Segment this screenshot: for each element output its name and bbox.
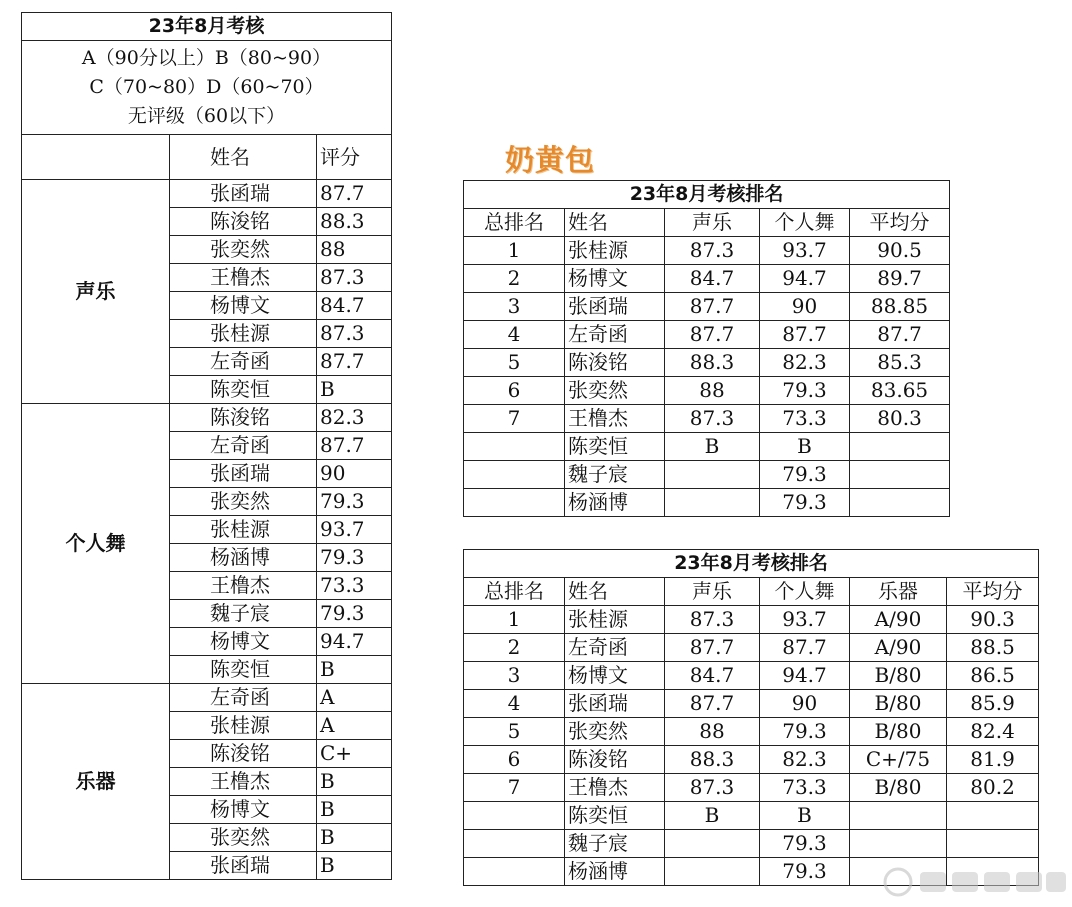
- table-cell: [464, 433, 565, 461]
- member-name: 张桂源: [170, 516, 317, 544]
- column-header: 平均分: [947, 578, 1039, 606]
- member-score: B: [317, 376, 392, 404]
- table-cell: [850, 830, 947, 858]
- table-row: [22, 684, 392, 712]
- table-cell: 79.3: [760, 461, 850, 489]
- table-cell: [947, 802, 1039, 830]
- column-header: 姓名: [565, 209, 665, 237]
- table-cell: 87.7: [850, 321, 950, 349]
- column-header: 声乐: [665, 578, 760, 606]
- assessment-score-table: [21, 12, 392, 880]
- table-cell: 张函瑞: [565, 293, 665, 321]
- table-cell: 1: [464, 237, 565, 265]
- table-cell: 4: [464, 690, 565, 718]
- table-cell: 张桂源: [565, 606, 665, 634]
- column-header: 乐器: [850, 578, 947, 606]
- table-cell: 87.3: [665, 405, 760, 433]
- grading-legend: [22, 41, 392, 135]
- member-score: 87.3: [317, 264, 392, 292]
- table-cell: 张函瑞: [565, 690, 665, 718]
- member-score: B: [317, 824, 392, 852]
- member-score: B: [317, 796, 392, 824]
- table-cell: 93.7: [760, 606, 850, 634]
- table-cell: [850, 489, 950, 517]
- ranking-table-vocal-dance: [463, 180, 950, 517]
- member-name: 陈奕恒: [170, 376, 317, 404]
- member-name: 张函瑞: [170, 852, 317, 880]
- table-row: [464, 461, 950, 489]
- table-cell: 杨涵博: [565, 489, 665, 517]
- table-cell: 80.2: [947, 774, 1039, 802]
- table-cell: [464, 802, 565, 830]
- table-cell: 左奇函: [565, 321, 665, 349]
- table-cell: 88.3: [665, 746, 760, 774]
- table-cell: [665, 461, 760, 489]
- member-score: 79.3: [317, 544, 392, 572]
- table-cell: B: [665, 433, 760, 461]
- member-score: 87.7: [317, 180, 392, 208]
- table-cell: 82.3: [760, 746, 850, 774]
- table-cell: 79.3: [760, 718, 850, 746]
- table-cell: 80.3: [850, 405, 950, 433]
- table-cell: 90: [760, 293, 850, 321]
- table-row: [464, 634, 1039, 662]
- table-row: [464, 237, 950, 265]
- table-cell: 3: [464, 662, 565, 690]
- watermark-icon: [880, 864, 1070, 900]
- member-score: 79.3: [317, 488, 392, 516]
- table-row: [464, 349, 950, 377]
- member-name: 陈浚铭: [170, 208, 317, 236]
- member-score: 88.3: [317, 208, 392, 236]
- table-cell: 陈浚铭: [565, 746, 665, 774]
- table-cell: [850, 802, 947, 830]
- table-cell: 3: [464, 293, 565, 321]
- table-row: [464, 774, 1039, 802]
- member-name: 张桂源: [170, 320, 317, 348]
- table-cell: 5: [464, 349, 565, 377]
- member-name: 王橹杰: [170, 264, 317, 292]
- table-row: [464, 606, 1039, 634]
- member-name: 张奕然: [170, 488, 317, 516]
- logo: [505, 138, 625, 180]
- table-cell: A/90: [850, 606, 947, 634]
- member-name: 张桂源: [170, 712, 317, 740]
- member-name: 杨涵博: [170, 544, 317, 572]
- member-score: C+: [317, 740, 392, 768]
- legend-line: A（90分以上）B（80~90）: [81, 47, 332, 69]
- table-cell: 89.7: [850, 265, 950, 293]
- table-cell: B: [760, 802, 850, 830]
- table-cell: 杨博文: [565, 662, 665, 690]
- table-cell: 魏子宸: [565, 830, 665, 858]
- table-row: [22, 404, 392, 432]
- table-cell: [665, 830, 760, 858]
- table-cell: A/90: [850, 634, 947, 662]
- table-row: [464, 405, 950, 433]
- table-title: 23年8月考核: [22, 13, 392, 41]
- table-cell: 79.3: [760, 858, 850, 886]
- member-score: A: [317, 684, 392, 712]
- member-score: A: [317, 712, 392, 740]
- table-cell: 87.7: [760, 321, 850, 349]
- table-cell: 85.3: [850, 349, 950, 377]
- table-cell: 86.5: [947, 662, 1039, 690]
- table-cell: 87.7: [665, 293, 760, 321]
- member-score: 82.3: [317, 404, 392, 432]
- ranking-title: 23年8月考核排名: [464, 550, 1039, 578]
- table-cell: 5: [464, 718, 565, 746]
- member-score: B: [317, 656, 392, 684]
- header-score: 评分: [317, 135, 392, 180]
- table-cell: 88.5: [947, 634, 1039, 662]
- table-cell: [464, 489, 565, 517]
- header-row: [464, 209, 950, 237]
- table-cell: 88: [665, 377, 760, 405]
- column-header: 姓名: [565, 578, 665, 606]
- table-cell: 魏子宸: [565, 461, 665, 489]
- table-row: [464, 662, 1039, 690]
- table-cell: 陈奕恒: [565, 802, 665, 830]
- table-cell: B/80: [850, 690, 947, 718]
- member-score: 73.3: [317, 572, 392, 600]
- member-score: 90: [317, 460, 392, 488]
- table-cell: [665, 489, 760, 517]
- member-name: 张函瑞: [170, 180, 317, 208]
- table-cell: 87.3: [665, 606, 760, 634]
- column-header: 总排名: [464, 209, 565, 237]
- member-score: 93.7: [317, 516, 392, 544]
- table-cell: 81.9: [947, 746, 1039, 774]
- table-row: [464, 265, 950, 293]
- table-cell: 73.3: [760, 774, 850, 802]
- table-cell: 7: [464, 774, 565, 802]
- table-cell: 陈浚铭: [565, 349, 665, 377]
- table-cell: 79.3: [760, 830, 850, 858]
- table-cell: 7: [464, 405, 565, 433]
- column-header: 个人舞: [760, 209, 850, 237]
- table-cell: 84.7: [665, 265, 760, 293]
- table-cell: [464, 461, 565, 489]
- table-cell: B/80: [850, 774, 947, 802]
- member-score: 87.3: [317, 320, 392, 348]
- table-cell: 90.3: [947, 606, 1039, 634]
- table-cell: 73.3: [760, 405, 850, 433]
- table-cell: [665, 858, 760, 886]
- table-cell: [850, 433, 950, 461]
- table-cell: 82.4: [947, 718, 1039, 746]
- table-cell: 陈奕恒: [565, 433, 665, 461]
- table-cell: 82.3: [760, 349, 850, 377]
- table-cell: 93.7: [760, 237, 850, 265]
- table-row: [464, 377, 950, 405]
- table-cell: 4: [464, 321, 565, 349]
- member-name: 张奕然: [170, 824, 317, 852]
- member-name: 王橹杰: [170, 572, 317, 600]
- table-cell: 79.3: [760, 377, 850, 405]
- table-cell: 左奇函: [565, 634, 665, 662]
- table-cell: 6: [464, 746, 565, 774]
- table-row: [22, 180, 392, 208]
- column-header: 声乐: [665, 209, 760, 237]
- member-score: 87.7: [317, 432, 392, 460]
- table-cell: [947, 830, 1039, 858]
- table-cell: 79.3: [760, 489, 850, 517]
- table-cell: 88.3: [665, 349, 760, 377]
- member-score: B: [317, 852, 392, 880]
- ranking-title: 23年8月考核排名: [464, 181, 950, 209]
- member-score: 88: [317, 236, 392, 264]
- table-row: [464, 433, 950, 461]
- member-score: B: [317, 768, 392, 796]
- table-cell: B/80: [850, 718, 947, 746]
- table-cell: 6: [464, 377, 565, 405]
- column-header: 平均分: [850, 209, 950, 237]
- member-score: 79.3: [317, 600, 392, 628]
- table-cell: 王橹杰: [565, 774, 665, 802]
- table-cell: 94.7: [760, 662, 850, 690]
- table-cell: 85.9: [947, 690, 1039, 718]
- logo-text: 奶黄包: [505, 143, 596, 177]
- table-cell: 88.85: [850, 293, 950, 321]
- column-header: 总排名: [464, 578, 565, 606]
- table-cell: [464, 858, 565, 886]
- legend-line: 无评级（60以下）: [127, 105, 286, 127]
- member-name: 魏子宸: [170, 600, 317, 628]
- table-cell: 90: [760, 690, 850, 718]
- member-score: 84.7: [317, 292, 392, 320]
- category-label: 声乐: [22, 180, 170, 404]
- table-cell: B: [665, 802, 760, 830]
- header-name: 姓名: [170, 135, 317, 180]
- table-cell: 87.3: [665, 774, 760, 802]
- member-score: 87.7: [317, 348, 392, 376]
- header-row: [464, 578, 1039, 606]
- table-cell: 87.3: [665, 237, 760, 265]
- table-cell: B: [760, 433, 850, 461]
- table-cell: 张奕然: [565, 377, 665, 405]
- header-blank-cell: [22, 135, 170, 180]
- category-label: 乐器: [22, 684, 170, 880]
- member-name: 张奕然: [170, 236, 317, 264]
- table-row: [464, 746, 1039, 774]
- table-cell: 84.7: [665, 662, 760, 690]
- table-cell: 87.7: [665, 321, 760, 349]
- table-cell: 1: [464, 606, 565, 634]
- member-name: 陈浚铭: [170, 740, 317, 768]
- table-row: [464, 690, 1039, 718]
- table-cell: 杨博文: [565, 265, 665, 293]
- member-name: 张函瑞: [170, 460, 317, 488]
- table-cell: 83.65: [850, 377, 950, 405]
- table-row: [464, 293, 950, 321]
- category-label: 个人舞: [22, 404, 170, 684]
- member-name: 陈浚铭: [170, 404, 317, 432]
- table-cell: C+/75: [850, 746, 947, 774]
- table-cell: 87.7: [760, 634, 850, 662]
- member-name: 杨博文: [170, 628, 317, 656]
- member-name: 陈奕恒: [170, 656, 317, 684]
- table-cell: 94.7: [760, 265, 850, 293]
- member-name: 杨博文: [170, 796, 317, 824]
- table-cell: 90.5: [850, 237, 950, 265]
- table-row: [464, 321, 950, 349]
- member-name: 左奇函: [170, 348, 317, 376]
- table-cell: [464, 830, 565, 858]
- table-row: [464, 830, 1039, 858]
- table-row: [464, 718, 1039, 746]
- table-cell: 87.7: [665, 634, 760, 662]
- table-cell: 87.7: [665, 690, 760, 718]
- table-cell: 张桂源: [565, 237, 665, 265]
- table-cell: B/80: [850, 662, 947, 690]
- table-cell: 张奕然: [565, 718, 665, 746]
- column-header: 个人舞: [760, 578, 850, 606]
- member-name: 杨博文: [170, 292, 317, 320]
- table-row: [464, 802, 1039, 830]
- member-name: 左奇函: [170, 684, 317, 712]
- legend-line: C（70~80）D（60~70）: [89, 76, 324, 98]
- ranking-table-all: [463, 549, 1039, 886]
- table-cell: [850, 461, 950, 489]
- table-cell: 2: [464, 634, 565, 662]
- member-score: 94.7: [317, 628, 392, 656]
- table-cell: 2: [464, 265, 565, 293]
- table-cell: 88: [665, 718, 760, 746]
- table-cell: 杨涵博: [565, 858, 665, 886]
- member-name: 王橹杰: [170, 768, 317, 796]
- table-row: [464, 489, 950, 517]
- table-cell: 王橹杰: [565, 405, 665, 433]
- member-name: 左奇函: [170, 432, 317, 460]
